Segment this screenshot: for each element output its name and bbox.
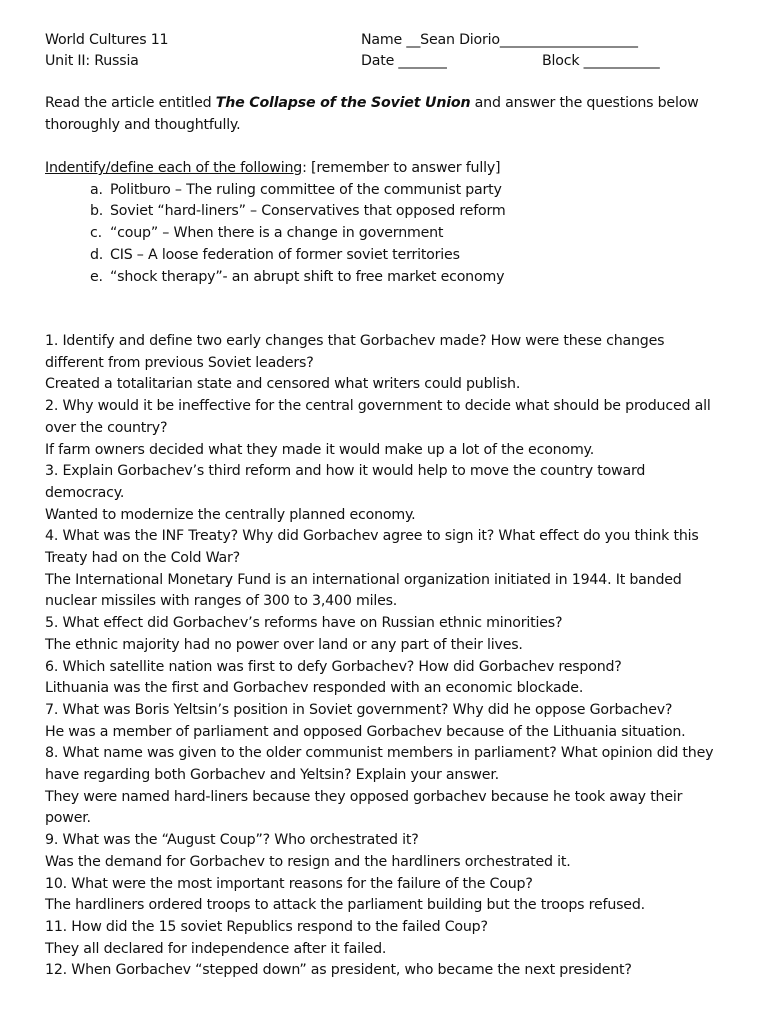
question-text: 3. Explain Gorbachev’s third reform and how it would help to move the country toward democracy. [45, 463, 646, 501]
question-text: 6. Which satellite nation was first to defy Gorbachev? How did Gorbachev respond? [45, 658, 622, 675]
question-text: 1. Identify and define two early changes that Gorbachev made? How were these changes different from previous Soviet leaders? [45, 333, 665, 371]
question-text: 4. What was the INF Treaty? Why did Gorbachev agree to sign it? What effect do you think this Treaty had on the Cold War? [45, 528, 699, 567]
definition-text: Soviet “hard-liners” – Conservatives that opposed reform [110, 203, 506, 220]
answer-text: They all declared for independence after it failed. [45, 940, 387, 957]
answer-text: Was the demand for Gorbachev to resign and the hardliners orchestrated it. [45, 853, 571, 870]
question-text: 10. What were the most important reasons for the failure of the Coup? [45, 875, 533, 892]
answer-text: They were named hard-liners because they opposed gorbachev because he took away their power. [45, 788, 683, 827]
definition-text: “coup” – When there is a change in government [110, 225, 444, 242]
question-text: 9. What was the “August Coup”? Who orchestrated it? [45, 832, 419, 849]
instructions-paragraph [45, 93, 725, 136]
definition-letter: c. [90, 225, 102, 242]
block-field: Block ___________ [542, 53, 660, 69]
student-name-field: Name __Sean Diorio____________________ [361, 32, 638, 48]
definition-letter: a. [90, 181, 103, 198]
definition-item [90, 201, 725, 223]
answer-text: The ethnic majority had no power over land or any part of their lives. [45, 636, 523, 653]
definitions-section [45, 158, 725, 288]
question-text: 2. Why would it be ineffective for the central government to decide what should be produced all over the country? [45, 398, 711, 436]
definition-item [90, 245, 725, 267]
definition-letter: d. [90, 246, 104, 263]
definition-item [90, 223, 725, 245]
answer-text: Wanted to modernize the centrally planned economy. [45, 506, 416, 523]
definitions-heading [45, 158, 725, 180]
definition-item [90, 180, 725, 202]
question-text: 5. What effect did Gorbachev’s reforms have on Russian ethnic minorities? [45, 615, 563, 632]
definition-text: CIS – A loose federation of former soviet territories [110, 246, 460, 263]
definitions-heading-underlined: Indentify/define each of the following [45, 160, 303, 176]
question-text: 12. When Gorbachev “stepped down” as president, who became the next president? [45, 962, 632, 979]
instructions-text-end: and answer the questions below thoroughly and thoughtfully. [45, 95, 699, 133]
instructions-text: Read the article entitled [45, 95, 216, 111]
answer-text: The hardliners ordered troops to attack the parliament building but the troops refused. [45, 897, 645, 914]
answer-text: The International Monetary Fund is an international organization initiated in 1944. It banded nuclear missiles with ranges of 300 to 3,400 miles. [45, 571, 682, 610]
answer-text: He was a member of parliament and opposed Gorbachev because of the Lithuania situation. [45, 723, 686, 740]
unit-label: Unit II: Russia [45, 53, 139, 69]
definition-item [90, 267, 725, 289]
questions-section [45, 331, 725, 982]
definition-letter: b. [90, 203, 104, 220]
definition-text: “shock therapy”- an abrupt shift to free market economy [110, 268, 505, 285]
definitions-list [45, 180, 725, 289]
question-text: 7. What was Boris Yeltsin’s position in Soviet government? Why did he oppose Gorbachev? [45, 701, 673, 718]
article-title: The Collapse of the Soviet Union [215, 95, 471, 111]
answer-text: Lithuania was the first and Gorbachev responded with an economic blockade. [45, 680, 584, 697]
definition-text: Politburo – The ruling committee of the communist party [110, 181, 502, 198]
answer-text: Created a totalitarian state and censored what writers could publish. [45, 376, 521, 393]
question-text: 8. What name was given to the older communist members in parliament? What opinion did they have regarding both Gorbachev and Yeltsin? Explain your answer. [45, 745, 714, 784]
answer-text: If farm owners decided what they made it would make up a lot of the economy. [45, 441, 595, 458]
definitions-heading-note: : [remember to answer fully] [302, 160, 501, 176]
definition-letter: e. [90, 268, 103, 285]
date-field: Date _______ [361, 53, 447, 69]
course-title: World Cultures 11 [45, 32, 169, 48]
question-text: 11. How did the 15 soviet Republics respond to the failed Coup? [45, 918, 488, 935]
